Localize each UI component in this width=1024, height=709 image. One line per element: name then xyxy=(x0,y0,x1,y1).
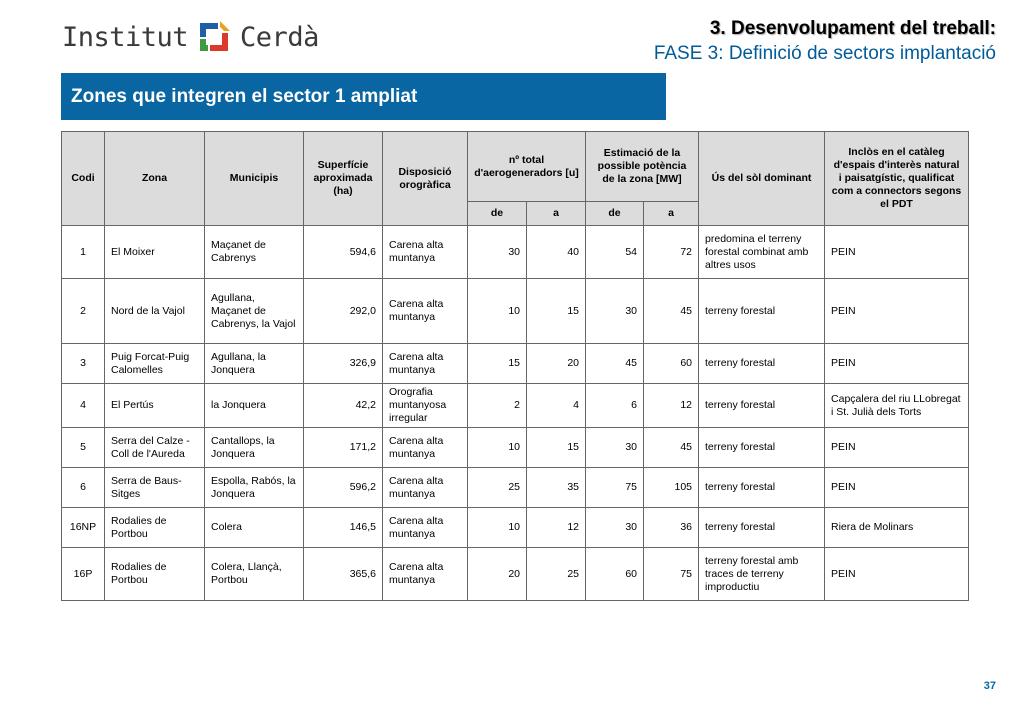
cell-disposicio: Carena alta muntanya xyxy=(383,508,468,548)
page-number: 37 xyxy=(983,680,996,692)
cell-municipis: Agullana, la Jonquera xyxy=(205,344,304,384)
cell-disposicio: Carena alta muntanya xyxy=(383,279,468,344)
table-row xyxy=(62,384,969,428)
cell-disposicio: Carena alta muntanya xyxy=(383,468,468,508)
cell-superficie: 365,6 xyxy=(304,548,383,601)
cell-aero-de: 25 xyxy=(468,468,527,508)
cell-aero-a: 35 xyxy=(527,468,586,508)
cell-superficie: 292,0 xyxy=(304,279,383,344)
cell-pot-a: 72 xyxy=(644,226,699,279)
cell-us-sol: terreny forestal xyxy=(699,344,825,384)
cell-pot-a: 105 xyxy=(644,468,699,508)
cell-aero-a: 4 xyxy=(527,384,586,428)
table-banner: Zones que integren el sector 1 ampliat xyxy=(61,73,666,120)
cell-zona: Serra del Calze - Coll de l'Aureda xyxy=(105,428,205,468)
cell-pot-a: 12 xyxy=(644,384,699,428)
cell-codi: 4 xyxy=(62,384,105,428)
phase-text: Definició de sectors implantació xyxy=(728,43,996,64)
table-row xyxy=(62,279,969,344)
cell-municipis: Cantallops, la Jonquera xyxy=(205,428,304,468)
cell-pot-de: 6 xyxy=(586,384,644,428)
cell-codi: 5 xyxy=(62,428,105,468)
cell-cataleg: PEIN xyxy=(825,468,969,508)
header-disposicio: Disposició orogràfica xyxy=(383,132,468,226)
cell-municipis: Colera xyxy=(205,508,304,548)
cell-aero-a: 20 xyxy=(527,344,586,384)
header-us-sol: Ús del sòl dominant xyxy=(699,132,825,226)
cell-codi: 16P xyxy=(62,548,105,601)
cell-us-sol: terreny forestal amb traces de terreny improductiu xyxy=(699,548,825,601)
header-potencia: Estimació de la possible potència de la zona [MW] xyxy=(586,132,699,202)
institut-cerda-logo xyxy=(62,17,319,57)
table-row xyxy=(62,226,969,279)
cell-cataleg: PEIN xyxy=(825,226,969,279)
header-aero-a: a xyxy=(527,202,586,226)
cell-zona: El Pertús xyxy=(105,384,205,428)
cell-superficie: 171,2 xyxy=(304,428,383,468)
header-aerogeneradors: nº total d'aerogeneradors [u] xyxy=(468,132,586,202)
cell-pot-de: 54 xyxy=(586,226,644,279)
cell-disposicio: Carena alta muntanya xyxy=(383,428,468,468)
cell-aero-de: 2 xyxy=(468,384,527,428)
cell-disposicio: Carena alta muntanya xyxy=(383,226,468,279)
cell-us-sol: terreny forestal xyxy=(699,468,825,508)
cell-pot-a: 36 xyxy=(644,508,699,548)
header-superficie: Superfície aproximada (ha) xyxy=(304,132,383,226)
cell-aero-de: 15 xyxy=(468,344,527,384)
cell-aero-a: 15 xyxy=(527,279,586,344)
cell-aero-a: 40 xyxy=(527,226,586,279)
cell-disposicio: Carena alta muntanya xyxy=(383,548,468,601)
cell-codi: 2 xyxy=(62,279,105,344)
cell-codi: 6 xyxy=(62,468,105,508)
cell-pot-de: 30 xyxy=(586,279,644,344)
header-codi: Codi xyxy=(62,132,105,226)
cell-pot-de: 30 xyxy=(586,428,644,468)
cell-pot-de: 45 xyxy=(586,344,644,384)
header-pot-a: a xyxy=(644,202,699,226)
table-row xyxy=(62,548,969,601)
cell-cataleg: PEIN xyxy=(825,428,969,468)
cell-aero-de: 10 xyxy=(468,279,527,344)
header-aero-de: de xyxy=(468,202,527,226)
phase-subtitle xyxy=(654,42,996,66)
cell-municipis: Colera, Llançà, Portbou xyxy=(205,548,304,601)
cell-aero-de: 30 xyxy=(468,226,527,279)
cell-zona: Serra de Baus-Sitges xyxy=(105,468,205,508)
cell-superficie: 596,2 xyxy=(304,468,383,508)
phase-label: FASE 3: xyxy=(653,43,724,64)
cell-codi: 3 xyxy=(62,344,105,384)
cell-municipis: Agullana, Maçanet de Cabrenys, la Vajol xyxy=(205,279,304,344)
cell-zona: Puig Forcat-Puig Calomelles xyxy=(105,344,205,384)
cell-pot-de: 30 xyxy=(586,508,644,548)
cell-pot-a: 45 xyxy=(644,279,699,344)
cell-aero-a: 15 xyxy=(527,428,586,468)
cell-aero-de: 10 xyxy=(468,508,527,548)
cell-pot-de: 60 xyxy=(586,548,644,601)
header-pot-de: de xyxy=(586,202,644,226)
cell-zona: Nord de la Vajol xyxy=(105,279,205,344)
cell-zona: El Moixer xyxy=(105,226,205,279)
header-cataleg: Inclòs en el catàleg d'espais d'interès natural i paisatgístic, qualificat com a connectors segons el PDT xyxy=(825,132,969,226)
table-row xyxy=(62,428,969,468)
cell-municipis: Espolla, Rabós, la Jonquera xyxy=(205,468,304,508)
table-row xyxy=(62,508,969,548)
cell-us-sol: terreny forestal xyxy=(699,508,825,548)
cell-pot-a: 75 xyxy=(644,548,699,601)
cell-municipis: Maçanet de Cabrenys xyxy=(205,226,304,279)
cell-municipis: la Jonquera xyxy=(205,384,304,428)
cell-pot-a: 60 xyxy=(644,344,699,384)
page-heading xyxy=(654,18,996,66)
cell-cataleg: Capçalera del riu LLobregat i St. Julià dels Torts xyxy=(825,384,969,428)
cell-codi: 1 xyxy=(62,226,105,279)
cell-cataleg: PEIN xyxy=(825,279,969,344)
table-row xyxy=(62,468,969,508)
cell-superficie: 326,9 xyxy=(304,344,383,384)
cell-pot-a: 45 xyxy=(644,428,699,468)
cell-pot-de: 75 xyxy=(586,468,644,508)
cell-aero-a: 12 xyxy=(527,508,586,548)
cell-cataleg: PEIN xyxy=(825,548,969,601)
cell-us-sol: terreny forestal xyxy=(699,279,825,344)
table-row xyxy=(62,344,969,384)
cell-disposicio: Carena alta muntanya xyxy=(383,344,468,384)
cell-aero-de: 10 xyxy=(468,428,527,468)
cell-aero-a: 25 xyxy=(527,548,586,601)
cell-cataleg: PEIN xyxy=(825,344,969,384)
cell-superficie: 42,2 xyxy=(304,384,383,428)
section-title: 3. Desenvolupament del treball: xyxy=(709,18,996,39)
header-municipis: Municipis xyxy=(205,132,304,226)
cell-aero-de: 20 xyxy=(468,548,527,601)
cell-zona: Rodalies de Portbou xyxy=(105,548,205,601)
header-zona: Zona xyxy=(105,132,205,226)
cell-us-sol: predomina el terreny forestal combinat amb altres usos xyxy=(699,226,825,279)
cell-cataleg: Riera de Molinars xyxy=(825,508,969,548)
cell-zona: Rodalies de Portbou xyxy=(105,508,205,548)
cell-us-sol: terreny forestal xyxy=(699,428,825,468)
cell-disposicio: Orografia muntanyosa irregular xyxy=(383,384,468,428)
logo-text-left: Institut xyxy=(62,21,189,53)
logo-text-right: Cerdà xyxy=(240,21,319,53)
cell-superficie: 594,6 xyxy=(304,226,383,279)
cell-codi: 16NP xyxy=(62,508,105,548)
logo-mark-icon xyxy=(196,19,232,55)
cell-us-sol: terreny forestal xyxy=(699,384,825,428)
zones-table xyxy=(61,131,969,601)
cell-superficie: 146,5 xyxy=(304,508,383,548)
